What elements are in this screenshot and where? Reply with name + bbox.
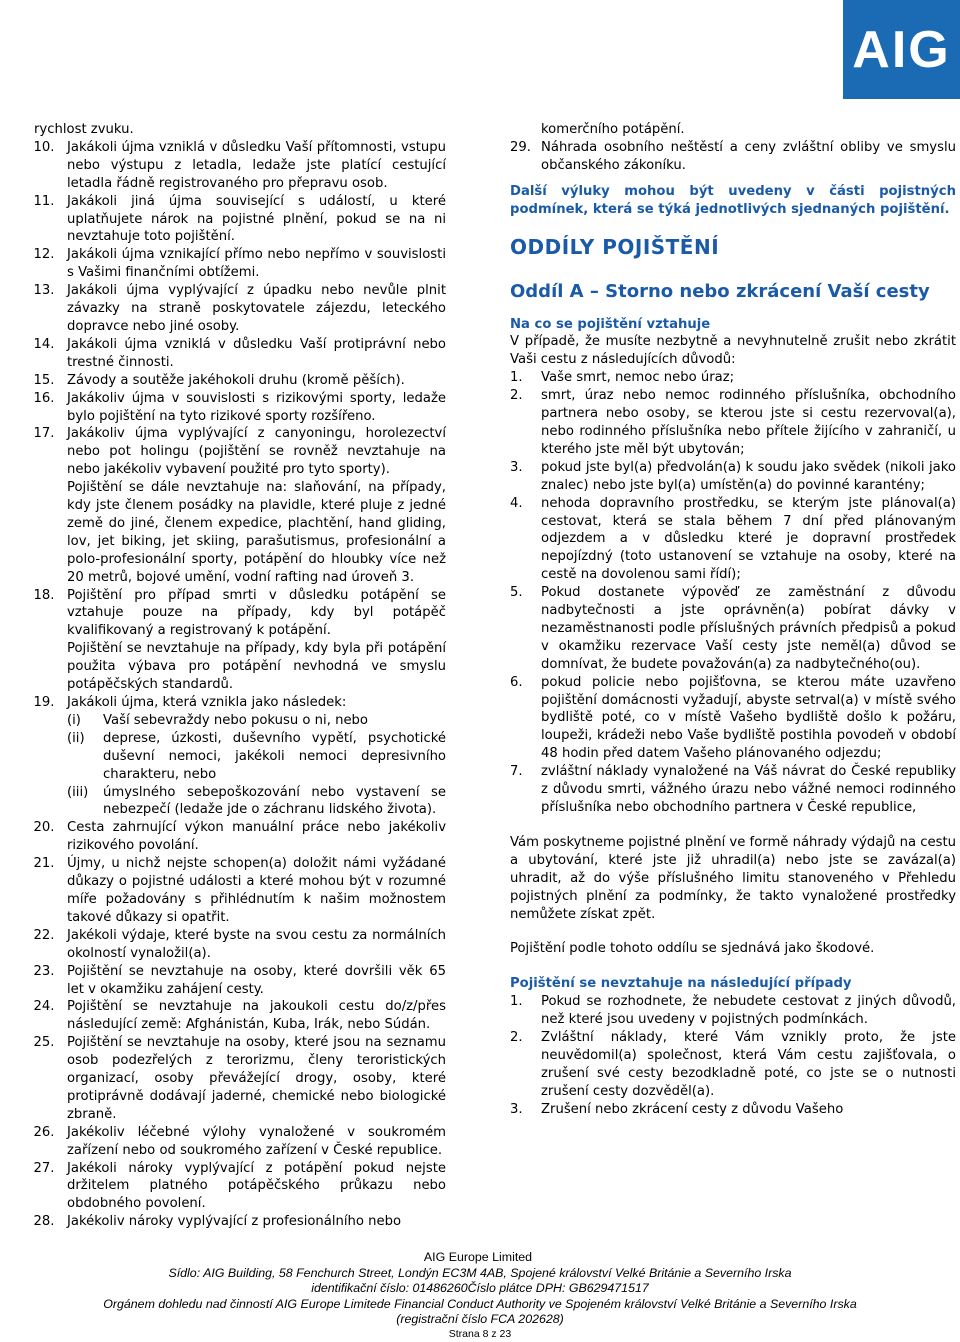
item-number: 20. (33, 820, 55, 836)
list-item (34, 1160, 446, 1214)
item-text: Pojištění se nevztahuje na osoby, které jsou na seznamu osob podezřelých z terorizmu, členy teroristických organizací, osoby převážející drogy, osoby, které protiprávně dodávají jaderné, chemické nebo biologické zbraně. (67, 1035, 446, 1122)
item-number: 22. (33, 927, 55, 943)
list-item (510, 369, 956, 387)
item-text: Pokud se rozhodnete, že nebudete cestovat z jiných důvodů, než které jsou uvedeny v pojistných podmínkách. (541, 994, 956, 1028)
list-item (34, 139, 446, 193)
item-text: Jakákoli jiná újma související s událostí, u které uplatňujete nárok na pojistné plnění, pokud se na ni nevztahuje toto pojištění. (67, 193, 446, 245)
sub-item-number: (ii) (67, 730, 85, 746)
item-text: Újmy, u nichž nejste schopen(a) doložit námi vyžádané důkazy o pojistné události a které mohou být v rozumné míře požadovány s přihlédnutím k našim možnostem takové důkazy si opatřit. (67, 856, 446, 925)
list-item (34, 963, 446, 999)
item-text: pokud policie nebo pojišťovna, se kterou máte uzavřeno pojištění domácnosti vyžadují, abyste setrval(a) v místě svého bydliště poté, co v místě Vašeho bydliště došlo k požáru, loupeži, krádeži nebo Vaše bydliště postihla povodeň v období 48 hodin před datem Vašeho plánovaného odjezdu; (541, 674, 956, 762)
item-number: 5. (510, 585, 523, 601)
item-number: 19. (33, 695, 55, 710)
covered-heading: Na co se pojištění vztahuje (510, 316, 711, 332)
item-number: 10. (33, 139, 55, 155)
item-extra-text: Pojištění se nevztahuje na případy, kdy byla při potápění použita výbava pro potápění nevhodná ve smyslu potápěčských standardů. (67, 641, 446, 693)
exclusions-note: Další výluky mohou být uvedeny v části pojistných podmínek, která se týká jednotlivých sjednaných pojištění. (510, 183, 956, 217)
item-number: 1. (510, 994, 523, 1010)
item-text: Pojištění se nevztahuje na jakoukoli cestu do/z/přes následující země: Afghánistán, Kuba, Irák, nebo Súdán. (67, 999, 446, 1033)
list-item (510, 139, 956, 175)
list-item (34, 1034, 446, 1124)
indemnity-paragraph: Pojištění podle tohoto oddílu se sjednává jako škodové. (510, 941, 875, 957)
list-item (510, 674, 956, 764)
item-text: Jakákoli újma vyplývající z úpadku nebo nevůle plnit závazky na straně poskytovatele zájezdu, leteckého dopravce nebo jiné osoby. (67, 283, 446, 334)
item-number: 21. (33, 856, 55, 872)
item-text: Jakékoli výdaje, které byste na svou cestu za normálních okolností vynaložil(a). (67, 927, 446, 961)
list-item (34, 819, 446, 855)
item-text: Pojištění pro případ smrti v důsledku potápění se vztahuje pouze na případy, kdy byl potápěč kvalifikovaný a registrovaný k potápění. (67, 587, 446, 639)
list-item (34, 425, 446, 586)
item-text: Jakákoli újma vzniklá v důsledku Vaší přítomnosti, vstupu nebo výstupu z letadla, ledaže jste platící cestující letadla řádně registrovaného pro přepravu osob. (67, 139, 446, 191)
list-item (510, 1101, 956, 1119)
excluded-heading: Pojištění se nevztahuje na následující případy (510, 976, 852, 992)
item-number: 6. (510, 674, 523, 690)
right-column (510, 121, 956, 1119)
item-text: Jakékoli nároky vyplývající z potápění pokud nejste držitelem platného potápěčského průkazu nebo obdobného povolení. (67, 1160, 446, 1212)
item-number: 1. (510, 370, 523, 386)
list-item (34, 372, 446, 390)
section-heading: ODDÍLY POJIŠTĚNÍ (510, 234, 720, 259)
item-text: zvláštní náklady vynaložené na Váš návrat do České republiky z důvodu smrti, vážného úrazu nebo vážné nemoci rodinného příslušníka nebo obchodního partnera v České republice, (541, 764, 956, 815)
item-text: Zvláštní náklady, které Vám vznikly proto, že jste neuvědomil(a) společnost, která Vám cestu zajišťovala, o zrušení své cesty bezodkladně poté, co jste se o nutnosti zrušení cesty dozvěděl(a). (541, 1030, 956, 1099)
list-item (510, 763, 956, 817)
item-text: pokud jste byl(a) předvolán(a) k soudu jako svědek (nikoli jako znalec) nebo jste byl(a) umístěn(a) do povinné karantény; (541, 459, 956, 493)
aig-logo: AIG (843, 0, 960, 99)
list-item (34, 927, 446, 963)
list-item (34, 282, 446, 336)
item-number: 4. (510, 495, 523, 511)
benefit-paragraph: Vám poskytneme pojistné plnění ve formě náhrady výdajů na cestu a ubytování, které jste již uhradil(a) nebo jste se zavázal(a) uhradit, až do výše příslušného limitu stanoveného v Přehledu pojistných plnění za podmínky, že takto vynaložené prostředky nemůžete získat zpět. (510, 834, 956, 922)
item-text: Jakákoliv újma v souvislosti s rizikovými sporty, ledaže bylo pojištění na tyto rizikové sporty rozšířeno. (67, 390, 446, 424)
footer (0, 1250, 960, 1341)
list-item (510, 495, 956, 585)
item-number: 2. (510, 388, 523, 404)
list-item (34, 694, 446, 819)
item-number: 7. (510, 764, 523, 780)
item-text: Cesta zahrnující výkon manuální práce nebo jakékoliv rizikového povolání. (67, 820, 446, 854)
item-number: 24. (33, 999, 55, 1015)
item-number: 3. (510, 459, 523, 475)
list-item (34, 390, 446, 426)
footer-regulator: Orgánem dohledu nad činností AIG Europe Limitede Financial Conduct Authority ve Spojeném království Velké Británie a Severního Irska (103, 1296, 857, 1311)
covered-intro: V případě, že musíte nezbytně a nevyhnutelně zrušit nebo zkrátit Vaši cestu z následujících důvodů: (510, 334, 956, 368)
item-text: Jakákoli újma, která vznikla jako následek: (67, 695, 347, 710)
sub-list-item (67, 712, 446, 730)
item-text: Zrušení nebo zkrácení cesty z důvodu Vašeho (541, 1101, 844, 1117)
item-text: Náhrada osobního neštěstí a ceny zvláštní obliby ve smyslu občanského zákoníku. (541, 139, 956, 173)
item-text: Jakékoliv léčebné výlohy vynaložené v soukromém zařízení nebo od soukromého zařízení v České republice. (67, 1124, 446, 1158)
sub-item-text: úmyslného sebepoškozování nebo vystavení se nebezpečí (ledaže jde o záchranu lidského života). (103, 784, 446, 818)
list-item (510, 387, 956, 459)
list-item (34, 193, 446, 247)
page-number: Strana 8 z 23 (448, 1327, 512, 1340)
continuation-text: rychlost zvuku. (34, 122, 134, 137)
item-text: Jakákoli újma vzniklá v důsledku Vaší protiprávní nebo trestné činnosti. (67, 336, 446, 370)
item-number: 29. (510, 139, 531, 155)
item-text: Pokud dostanete výpověď ze zaměstnání z důvodu nadbytečnosti a jste oprávněn(a) pobírat dávky v nezaměstnanosti podle příslušných právních předpisů a pokud v okamžiku rezervace Vaší cesty jste neměl(a) důvod se domnívat, že budete považován(a) za nadbytečného(ou). (541, 585, 956, 672)
item-number: 16. (33, 390, 55, 406)
subsection-heading: Oddíl A – Storno nebo zkrácení Vaší cesty (510, 280, 930, 302)
list-item (34, 587, 446, 694)
item-extra-text: Pojištění se dále nevztahuje na: slaňování, na případy, kdy jste členem posádky na plavidle, které pluje z jedné země do jiné, členem expedice, plachtění, hand gliding, lov, jet biking, jet skiing, parašutismus, profesionální a polo-profesionální sporty, potápění do hloubky více než 20 metrů, bojové umění, vodní rafting nad úroveň 3. (67, 480, 446, 585)
list-item (510, 1029, 956, 1101)
item-number: 23. (33, 963, 55, 979)
list-item (34, 1213, 446, 1231)
item-text: nehoda dopravního prostředku, se kterým jste plánoval(a) cestovat, která se stala během 7 dní před plánovaným odjezdem a v důsledku které je dopravní prostředek nepojízdný (toto ustanovení se vztahuje na osoby, které na cestě na dovolenou sami řídí); (541, 495, 956, 583)
list-item (34, 246, 446, 282)
item-number: 27. (33, 1160, 55, 1176)
item-number: 28. (33, 1214, 55, 1230)
list-item (510, 584, 956, 674)
list-item (34, 1124, 446, 1160)
item-number: 15. (33, 372, 55, 388)
left-column (34, 121, 446, 1231)
item-number: 12. (33, 247, 55, 263)
list-item (510, 993, 956, 1029)
item-text: Jakékoliv nároky vyplývající z profesionálního nebo (67, 1214, 402, 1230)
item-number: 13. (33, 283, 55, 299)
item-number: 11. (33, 193, 55, 209)
footer-company: AIG Europe Limited (423, 1250, 533, 1264)
sub-item-text: Vaší sebevraždy nebo pokusu o ni, nebo (103, 712, 368, 728)
item-number: 25. (33, 1035, 55, 1051)
item-text: Vaše smrt, nemoc nebo úraz; (541, 370, 735, 386)
list-item (34, 998, 446, 1034)
list-item (34, 855, 446, 927)
item-text: Závody a soutěže jakéhokoli druhu (kromě pěších). (67, 372, 405, 388)
item-number: 14. (33, 336, 55, 352)
item-text: smrt, úraz nebo nemoc rodinného příslušníka, obchodního partnera nebo osoby, se kterou jste si cestu rezervoval(a), nebo rodinného příslušníka nebo přítele žijícího v zahraničí, u kterého jste měl být ubytován; (541, 388, 956, 457)
sub-list-item (67, 730, 446, 784)
item-number: 18. (33, 587, 55, 603)
item-text: Pojištění se nevztahuje na osoby, které dovršili věk 65 let v okamžiku zahájení cesty. (67, 963, 446, 997)
footer-ids: identifikační číslo: 01486260Číslo plátce DPH: GB629471517 (311, 1281, 649, 1296)
item-text: Jakákoli újma vznikající přímo nebo nepřímo v souvislosti s Vašimi finančními obtížemi. (67, 247, 446, 281)
item-number: 3. (510, 1101, 523, 1117)
item-number: 2. (510, 1030, 523, 1046)
item-text: Jakákoliv újma vyplývající z canyoningu, horolezectví nebo pot holingu (pojištění se rovněž nevztahuje na nebo jakékoliv vybavení použité pro tyto sporty). (67, 426, 446, 478)
footer-registration: (registrační číslo FCA 202628) (396, 1312, 564, 1327)
item-number: 26. (33, 1124, 55, 1140)
continuation-text (510, 121, 956, 139)
list-item (510, 459, 956, 495)
sub-list-item (67, 784, 446, 820)
footer-address: Sídlo: AIG Building, 58 Fenchurch Street, Londýn EC3M 4AB, Spojené království Velké Británie a Severního Irska (168, 1265, 792, 1280)
continuation-text-content: komerčního potápění. (541, 122, 685, 137)
sub-item-number: (i) (67, 712, 81, 728)
list-item (34, 336, 446, 372)
item-number: 17. (33, 426, 55, 442)
sub-item-number: (iii) (67, 784, 89, 800)
sub-item-text: deprese, úzkosti, duševního vypětí, psychotické duševní nemoci, jakékoli nemoci depresivního charakteru, nebo (103, 730, 446, 782)
